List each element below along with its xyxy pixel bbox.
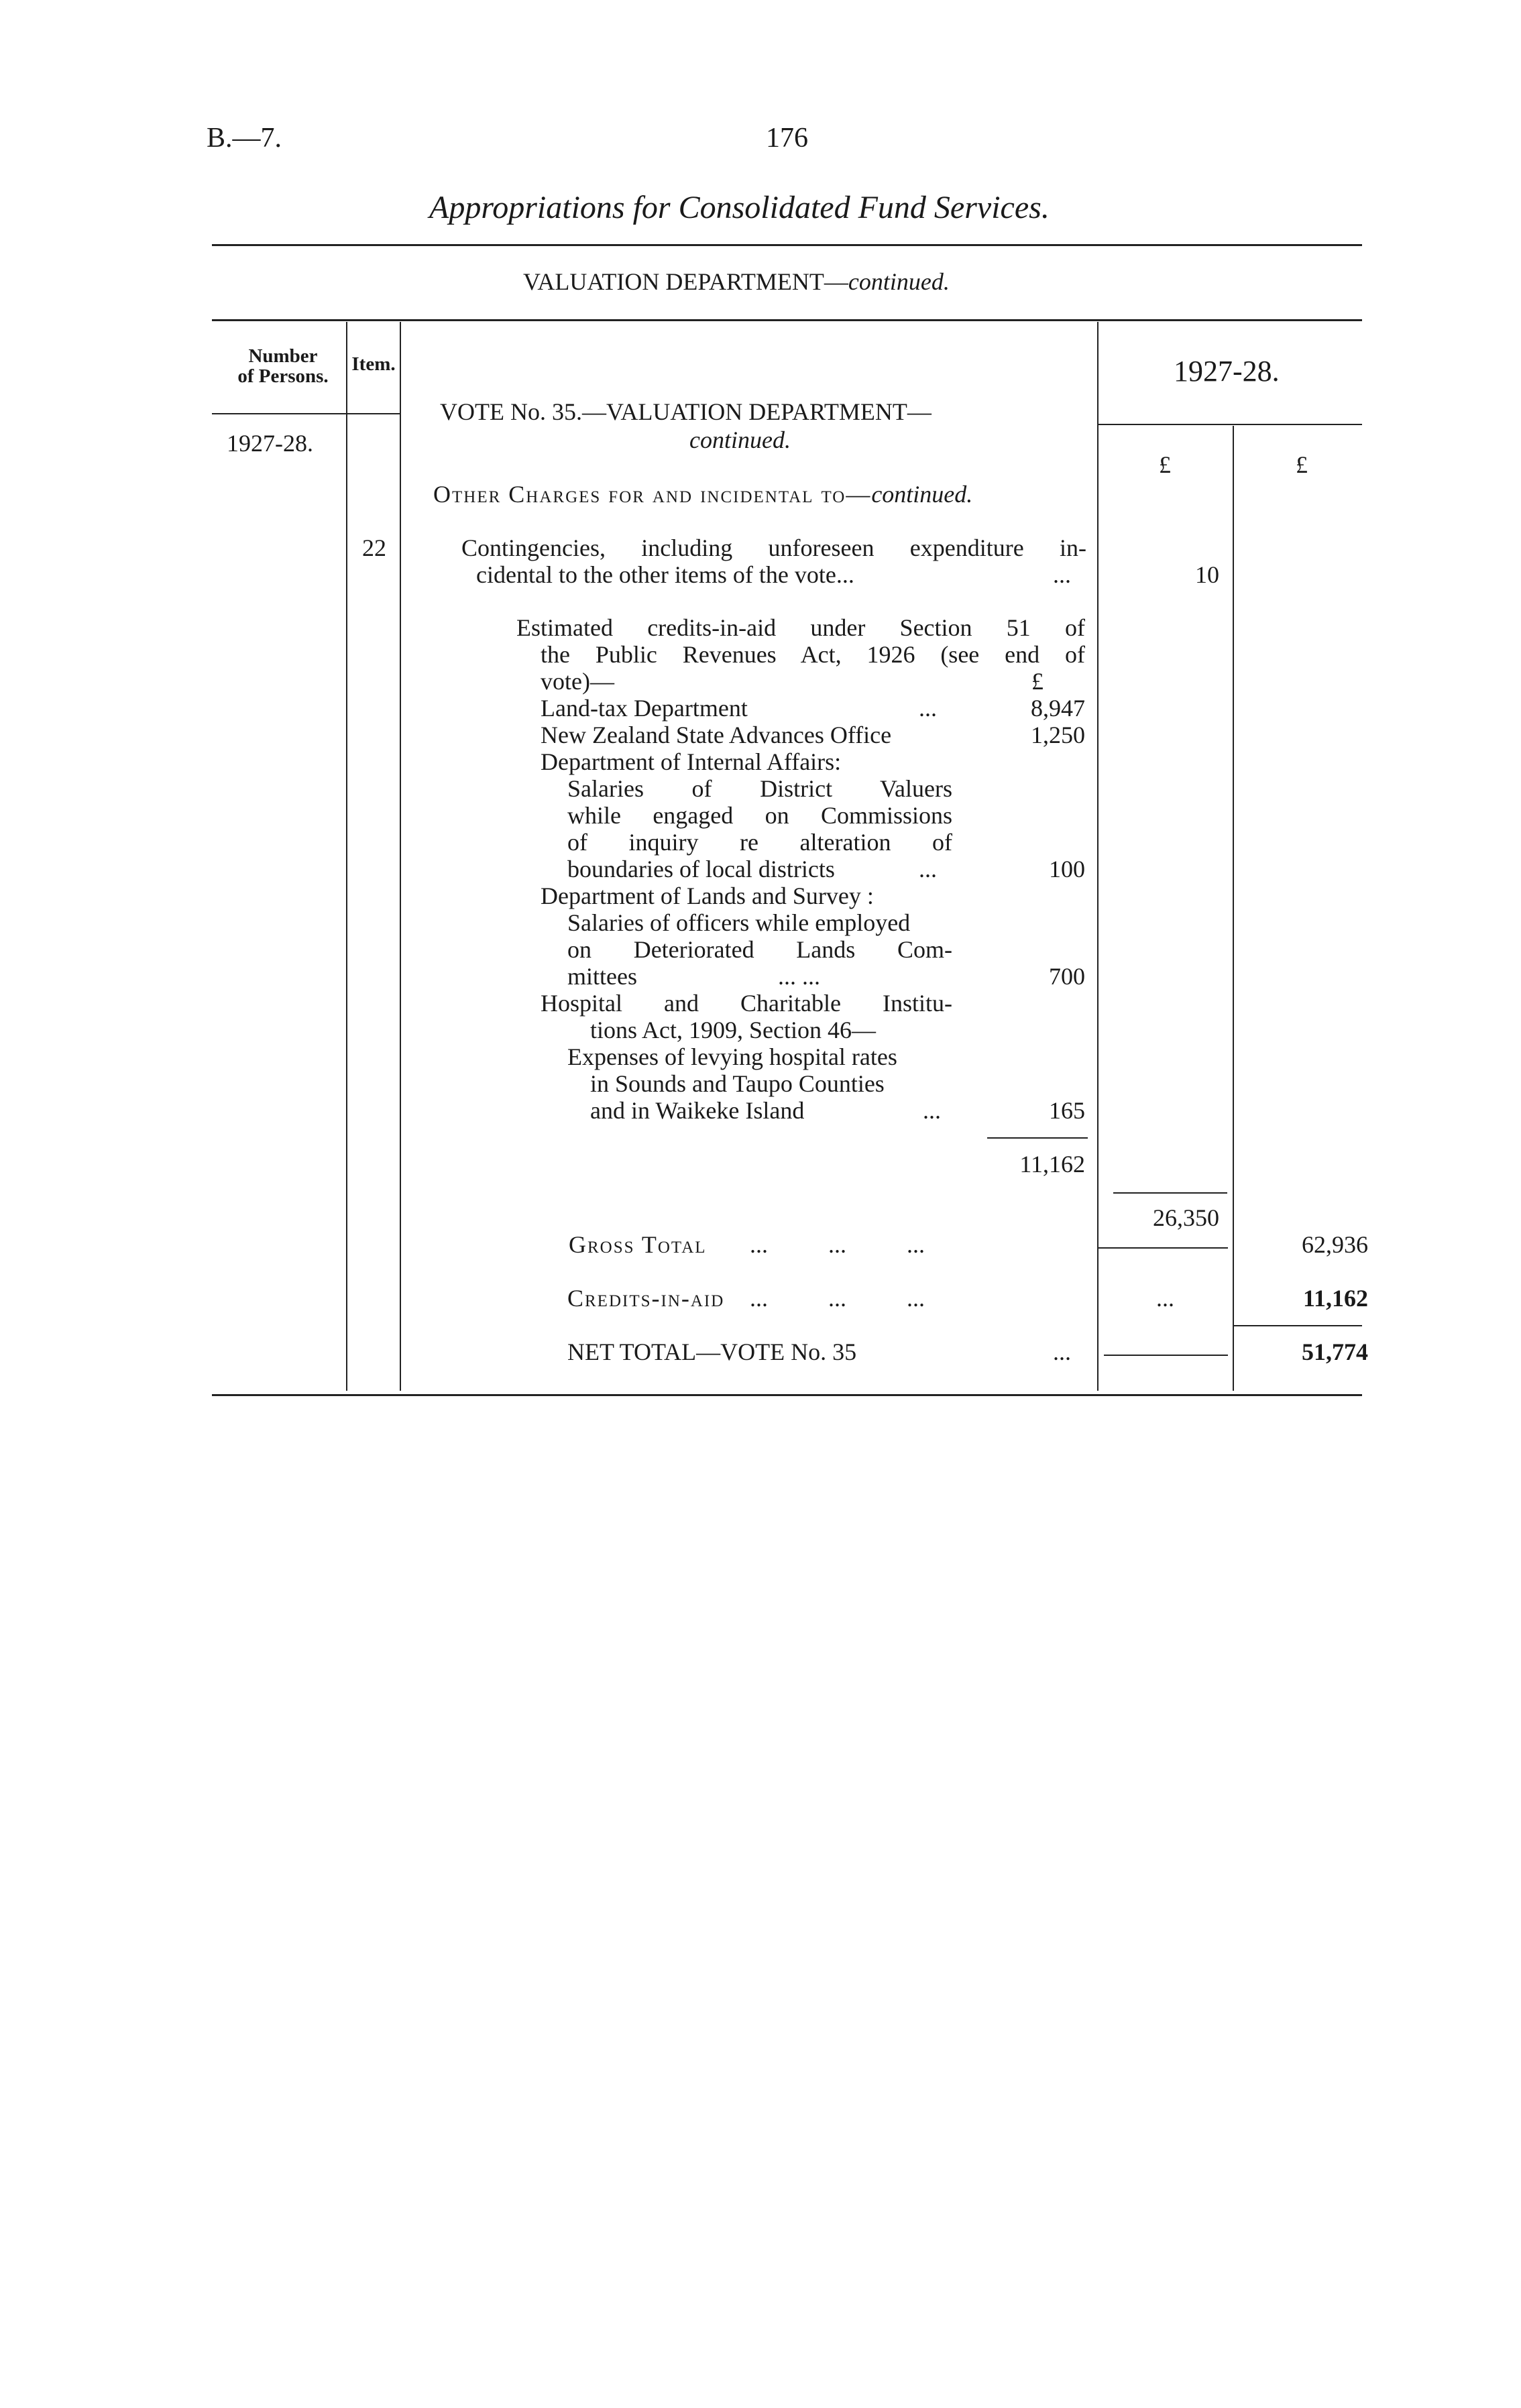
persons-header-rule [212, 413, 400, 414]
table-bottom-rule [212, 1394, 1362, 1396]
credit-entry-3-dots: ... ... [778, 963, 820, 990]
page-reference: B.—7. [207, 123, 282, 154]
vote-title: VOTE No. 35.—VALUATION DEPARTMENT— [440, 398, 932, 425]
item-description-line2: cidental to the other items of the vote... [476, 561, 854, 588]
col-header-item: Item. [351, 353, 396, 375]
col-divider-text [1097, 322, 1098, 1391]
title-rule [212, 244, 1362, 246]
subtotal-rule [1113, 1192, 1227, 1194]
subhead-label: Other Charges for and incidental to— [433, 481, 872, 508]
credit-entry-1-amount: 1,250 [1031, 722, 1085, 748]
net-total-dots: ... [1053, 1338, 1071, 1365]
credit-entry-0-dots: ... [919, 695, 937, 722]
col-divider-amounts [1233, 426, 1234, 1391]
credit-entry-0-line: Land-tax Department [541, 695, 748, 722]
credit-entry-2-dots: ... [919, 856, 937, 882]
table-top-rule [212, 319, 1362, 321]
credit-entry-2-line-2: while engaged on Commissions [567, 802, 952, 829]
vote-continued: continued. [689, 426, 791, 453]
credit-entry-4-line-1: tions Act, 1909, Section 46— [590, 1017, 876, 1043]
gross-total-rule [1097, 1247, 1228, 1249]
item-number: 22 [362, 534, 386, 561]
credit-entry-3-line-3: mittees [567, 963, 637, 990]
credit-entry-3-line-0: Department of Lands and Survey : [541, 882, 874, 909]
col-year-persons: 1927-28. [227, 430, 313, 457]
section-name: VALUATION DEPARTMENT— [523, 268, 848, 295]
page-number: 176 [766, 123, 808, 154]
amounts-header-rule [1097, 424, 1362, 425]
credits-in-aid-mid-dots: ... [1156, 1285, 1174, 1312]
credits-intro-line1: Estimated credits-in-aid under Section 51 of [516, 614, 1085, 641]
credit-entry-3-line-1: Salaries of officers while employed [567, 909, 911, 936]
credit-entry-3-line-2: on Deteriorated Lands Com- [567, 936, 952, 963]
col-header-persons-2: of Persons. [237, 365, 329, 387]
col-header-persons-1: Number [248, 345, 318, 367]
credits-sum-rule [987, 1137, 1088, 1139]
credit-entry-2-line-4: boundaries of local districts [567, 856, 835, 882]
credit-entry-4-line-3: in Sounds and Taupo Counties [590, 1070, 885, 1097]
currency-col-2: £ [1296, 451, 1308, 478]
credit-entry-4-amount: 165 [1049, 1097, 1085, 1124]
section-heading [523, 268, 950, 295]
section-continued: continued. [848, 268, 950, 295]
credit-entry-0-amount: 8,947 [1031, 695, 1085, 722]
subhead [433, 481, 972, 508]
gross-total-label: Gross Total [569, 1231, 707, 1258]
gross-total-dots: ... ... ... [750, 1231, 925, 1258]
credits-intro-line3: vote)— [541, 668, 614, 695]
credits-intro-line2: the Public Revenues Act, 1926 (see end of [541, 641, 1085, 668]
credits-in-aid-dots: ... ... ... [750, 1285, 925, 1312]
subtotal-amount: 26,350 [1153, 1204, 1219, 1231]
credit-entry-2-amount: 100 [1049, 856, 1085, 882]
col-divider-item [400, 322, 401, 1391]
credits-sum: 11,162 [1019, 1151, 1085, 1178]
credit-entry-4-line-4: and in Waikeke Island [590, 1097, 805, 1124]
net-total-mid-rule [1104, 1355, 1228, 1356]
credits-in-aid-amount: 11,162 [1302, 1285, 1368, 1312]
gross-total-amount: 62,936 [1302, 1231, 1368, 1258]
net-total-label: NET TOTAL—VOTE No. 35 [567, 1338, 857, 1365]
credit-entry-2-line-1: Salaries of District Valuers [567, 775, 952, 802]
item-description-line1: Contingencies, including unforeseen expenditure in- [461, 534, 1086, 561]
credit-entry-3-amount: 700 [1049, 963, 1085, 990]
col-divider-persons [346, 322, 347, 1391]
credits-in-aid-label: Credits-in-aid [567, 1285, 725, 1312]
credit-entry-4-line-2: Expenses of levying hospital rates [567, 1043, 897, 1070]
page-title: Appropriations for Consolidated Fund Services. [429, 190, 1050, 225]
item-amount: 10 [1195, 561, 1219, 588]
credit-entry-4-dots: ... [923, 1097, 941, 1124]
credit-entry-2-line-0: Department of Internal Affairs: [541, 748, 842, 775]
subhead-continued: continued. [871, 481, 973, 508]
credit-entry-2-line-3: of inquiry re alteration of [567, 829, 952, 856]
net-total-amount: 51,774 [1302, 1338, 1368, 1365]
credit-entry-1-line: New Zealand State Advances Office [541, 722, 892, 748]
net-total-top-rule [1233, 1325, 1362, 1326]
credit-entry-4-line-0: Hospital and Charitable Institu- [541, 990, 952, 1017]
item-dots: ... [1053, 561, 1071, 588]
currency-col-1: £ [1159, 451, 1171, 478]
credits-currency: £ [1031, 668, 1044, 695]
col-year-amounts: 1927-28. [1174, 355, 1280, 388]
